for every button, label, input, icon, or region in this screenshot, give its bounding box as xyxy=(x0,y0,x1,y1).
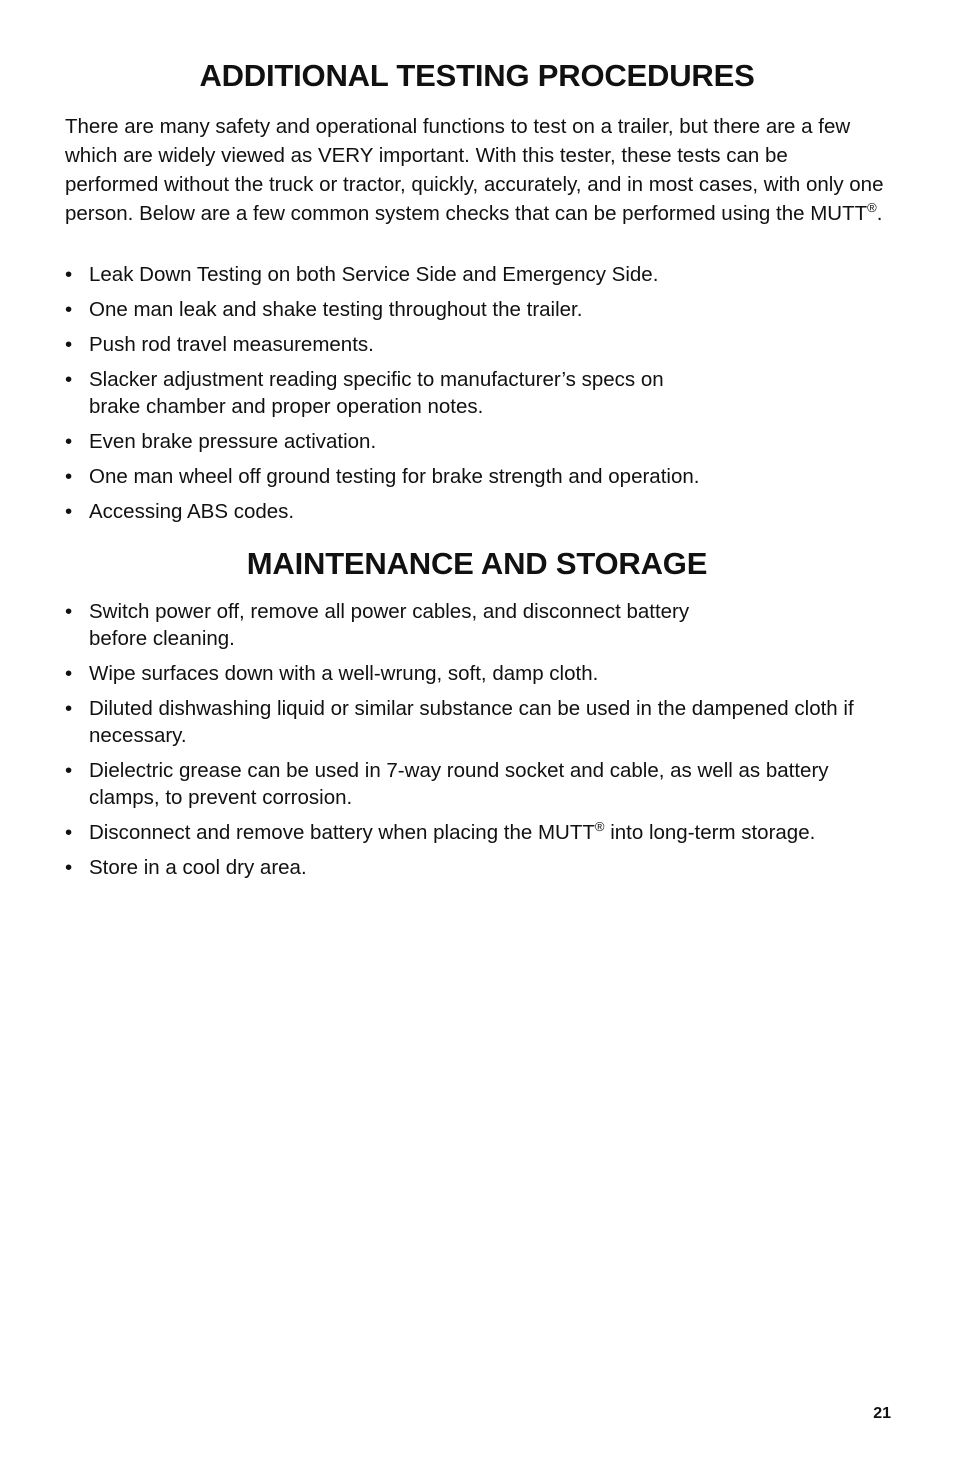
list-item-text: Slacker adjustment reading specific to manufacturer’s specs on brake chamber and proper operation notes. xyxy=(89,368,664,418)
list-item-text: Accessing ABS codes. xyxy=(89,500,295,523)
list-item-text: Disconnect and remove battery when placing the MUTT xyxy=(89,821,595,844)
list-item-text: Switch power off, remove all power cables, and disconnect battery before cleaning. xyxy=(89,600,690,650)
list-item-text: One man leak and shake testing throughout the trailer. xyxy=(89,298,583,321)
list-item xyxy=(65,598,895,652)
bullet-icon: • xyxy=(65,263,73,286)
list-item-text: Wipe surfaces down with a well-wrung, soft, damp cloth. xyxy=(89,662,599,685)
testing-procedures-list xyxy=(65,261,895,533)
bullet-icon: • xyxy=(65,600,73,623)
registered-mark: ® xyxy=(594,819,605,834)
bullet-icon: • xyxy=(65,500,73,523)
list-item-text: Diluted dishwashing liquid or similar substance can be used in the dampened cloth if necessary. xyxy=(89,697,854,747)
list-item-text: into long-term storage. xyxy=(604,821,816,844)
list-item xyxy=(65,331,895,358)
list-item xyxy=(65,366,895,420)
bullet-icon: • xyxy=(65,368,73,391)
list-item-text: Store in a cool dry area. xyxy=(89,856,307,879)
section-title-additional-testing: ADDITIONAL TESTING PROCEDURES xyxy=(199,58,755,93)
registered-mark: ® xyxy=(867,200,877,215)
intro-period: . xyxy=(876,202,883,225)
list-item xyxy=(65,498,895,525)
intro-paragraph xyxy=(65,112,885,228)
list-item xyxy=(65,854,895,881)
list-item xyxy=(65,757,895,811)
list-item-text: Dielectric grease can be used in 7-way round socket and cable, as well as battery clamps, to prevent corrosion. xyxy=(89,759,829,809)
bullet-icon: • xyxy=(65,465,73,488)
page-number: 21 xyxy=(873,1405,891,1422)
bullet-icon: • xyxy=(65,697,73,720)
list-item-text: Push rod travel measurements. xyxy=(89,333,374,356)
bullet-icon: • xyxy=(65,856,73,879)
bullet-icon: • xyxy=(65,821,73,844)
list-item-text: Even brake pressure activation. xyxy=(89,430,377,453)
list-item xyxy=(65,695,895,749)
bullet-icon: • xyxy=(65,430,73,453)
section-title-maintenance-storage: MAINTENANCE AND STORAGE xyxy=(246,546,708,581)
list-item xyxy=(65,296,895,323)
bullet-icon: • xyxy=(65,759,73,782)
bullet-icon: • xyxy=(65,298,73,321)
list-item xyxy=(65,261,895,288)
intro-text: There are many safety and operational functions to test on a trailer, but there are a few which are widely viewed as VERY important. With this tester, these tests can be performed without the truck or tractor, quickly, accurately, and in most cases, with only one person. Below are a few common system checks that can be performed using the MUTT xyxy=(65,115,884,225)
list-item xyxy=(65,660,895,687)
bullet-icon: • xyxy=(65,333,73,356)
list-item-text: Leak Down Testing on both Service Side and Emergency Side. xyxy=(89,263,659,286)
bullet-icon: • xyxy=(65,662,73,685)
list-item-text: One man wheel off ground testing for brake strength and operation. xyxy=(89,465,700,488)
maintenance-list xyxy=(65,598,895,889)
list-item xyxy=(65,463,895,490)
list-item xyxy=(65,428,895,455)
list-item xyxy=(65,819,895,846)
